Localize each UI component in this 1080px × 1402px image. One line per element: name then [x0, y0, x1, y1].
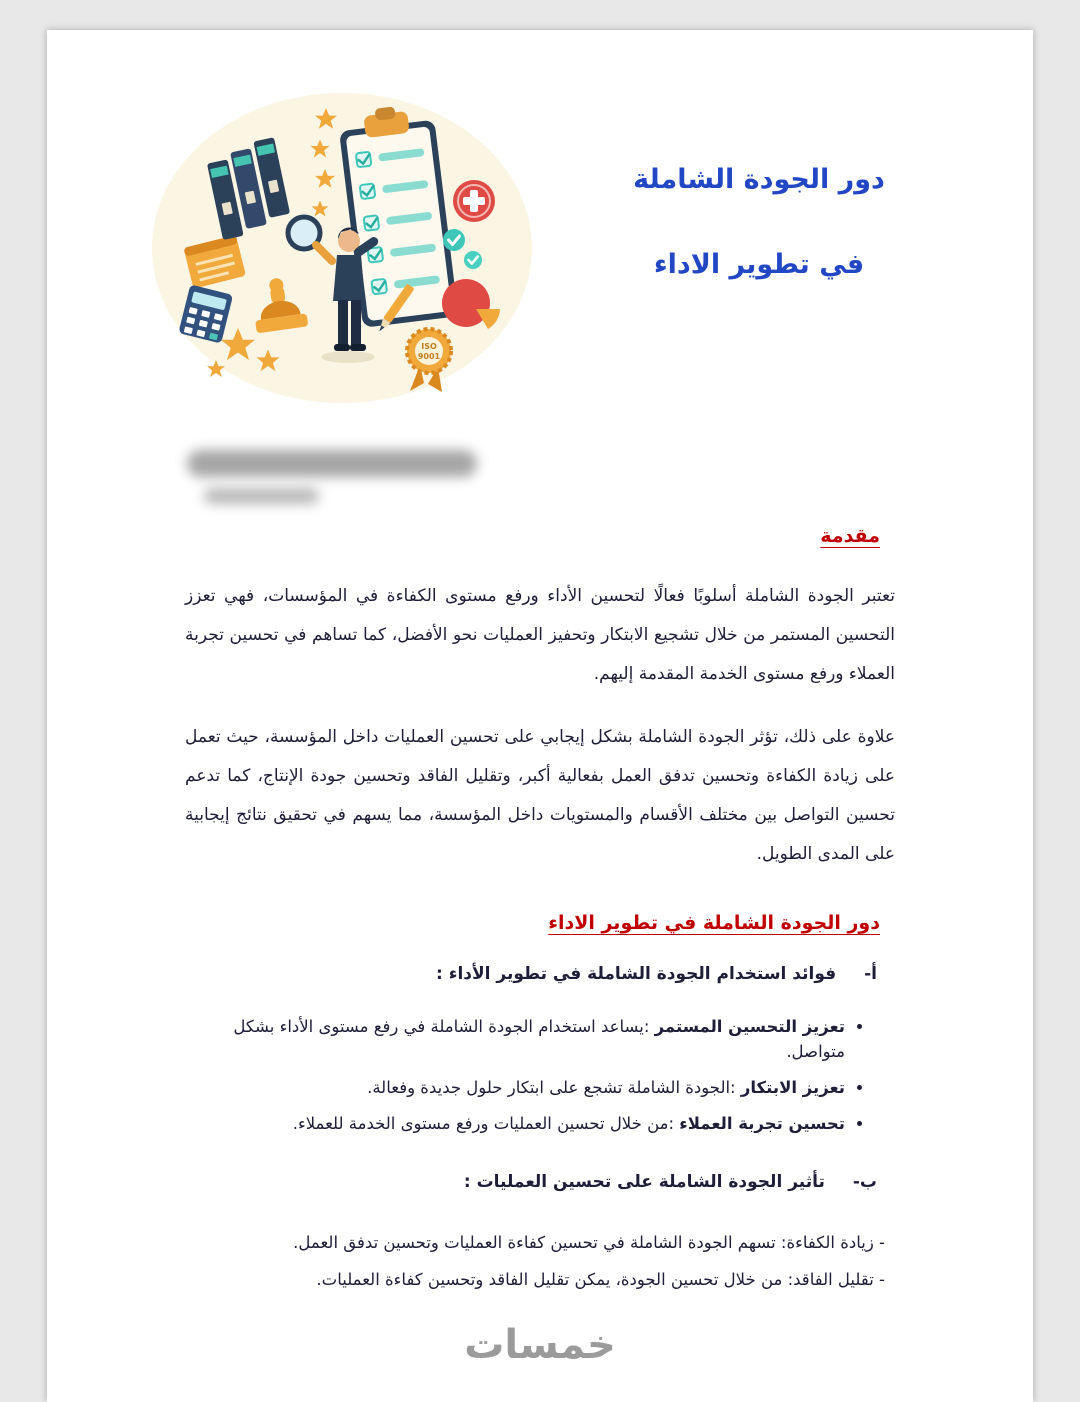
list-item	[185, 1111, 845, 1136]
item-a-text: فوائد استخدام الجودة الشاملة في تطوير الأداء :	[436, 964, 837, 984]
intro-paragraph-2: علاوة على ذلك، تؤثر الجودة الشاملة بشكل إيجابي على تحسين العمليات داخل المؤسسة، حيث تعمل على زيادة الكفاءة وتحسين تدفق العمل بفعالية أكبر، وتقليل الفاقد وتحسين جودة الإنتاج، كما تدعم تحسين التواصل بين مختلف الأقسام والمستويات داخل المؤسسة، مما يسهم في تحقيق نتائج إيجابية على المدى الطويل.	[185, 727, 895, 864]
list-item	[185, 1014, 845, 1064]
quality-illustration-svg	[152, 93, 532, 403]
quality-illustration	[152, 93, 532, 403]
blurred-text-block-small	[204, 488, 319, 504]
dash-item-2: - تقليل الفاقد: من خلال تحسين الجودة، يمكن تقليل الفاقد وتحسين كفاءة العمليات.	[316, 1270, 885, 1289]
bullet-bold: تعزيز الابتكار	[740, 1078, 845, 1097]
document-page	[47, 30, 1033, 1402]
intro-heading: مقدمة	[820, 525, 880, 547]
item-a-label: أ-	[864, 964, 877, 984]
item-a-heading	[185, 964, 877, 984]
bullet-bold: تعزيز التحسين المستمر	[654, 1017, 845, 1036]
iso-badge-text-2: 9001	[417, 352, 441, 361]
title-line-1: دور الجودة الشاملة	[633, 164, 885, 195]
intro-paragraph-1: تعتبر الجودة الشاملة أسلوبًا فعالًا لتحسين الأداء ورفع مستوى الكفاءة في المؤسسات، فهي تعزز التحسين المستمر من خلال تشجيع الابتكار وتحفيز العمليات نحو الأفضل، كما تساهم في تحسين تجربة العملاء ورفع مستوى الخدمة المقدمة إليهم.	[185, 586, 895, 684]
iso-badge-icon	[407, 329, 451, 392]
title-line-2: في تطوير الاداء	[653, 249, 865, 280]
item-b-text: تأثير الجودة الشاملة على تحسين العمليات :	[463, 1172, 825, 1192]
plus-badge-icon	[453, 180, 495, 222]
dash-item-1: - زيادة الكفاءة: تسهم الجودة الشاملة في تحسين كفاءة العمليات وتحسين تدفق العمل.	[293, 1233, 885, 1252]
main-heading: دور الجودة الشاملة في تطوير الاداء	[548, 912, 880, 934]
item-b-label: ب-	[852, 1172, 877, 1192]
bullet-text: :الجودة الشاملة تشجع على ابتكار حلول جديدة وفعالة.	[367, 1078, 741, 1097]
item-b-heading	[185, 1172, 877, 1192]
bullet-text: :من خلال تحسين العمليات ورفع مستوى الخدمة للعملاء.	[292, 1114, 680, 1133]
watermark: خمسات	[464, 1322, 616, 1368]
document-body	[185, 525, 895, 1298]
iso-badge-text-1: ISO	[421, 342, 437, 351]
document-title	[589, 160, 929, 285]
blurred-text-block	[187, 450, 477, 477]
bullet-bold: تحسين تجربة العملاء	[679, 1114, 845, 1133]
bullet-text: :يساعد استخدام الجودة الشاملة في رفع مستوى الأداء بشكل متواصل.	[233, 1017, 845, 1061]
list-item	[185, 1075, 845, 1100]
benefits-list	[185, 1014, 845, 1136]
